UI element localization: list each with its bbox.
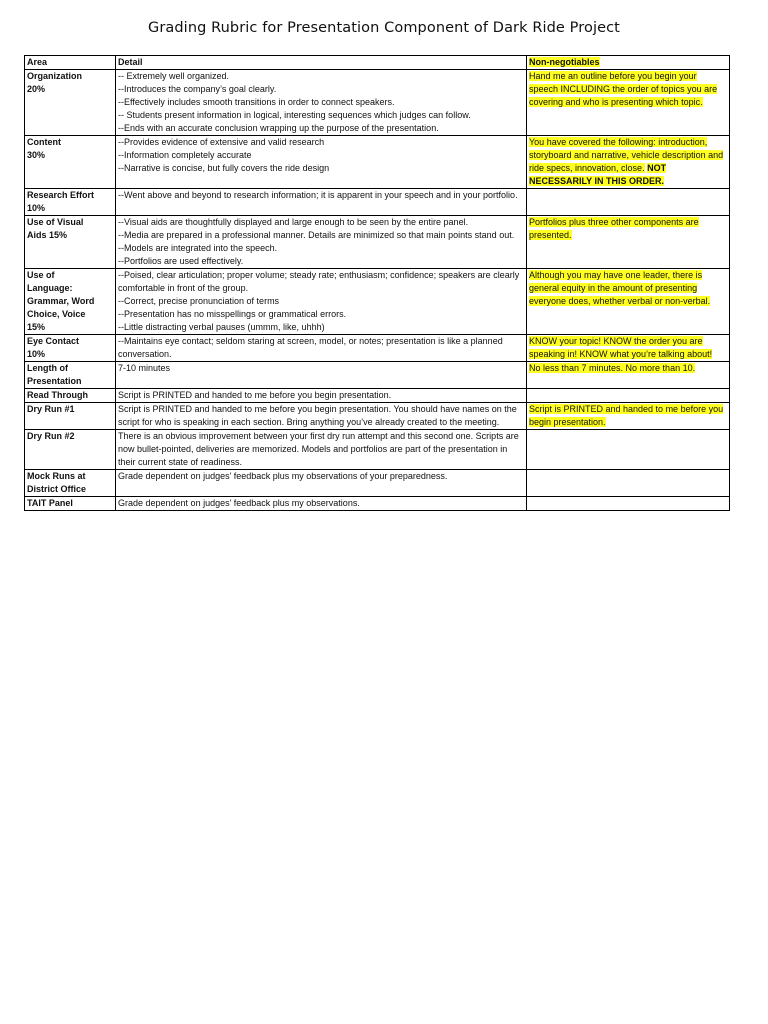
non-negotiable-bold-text: NOT NECESSARILY IN THIS ORDER. bbox=[529, 163, 667, 186]
detail-text: -- Students present information in logical, interesting sequences which judges can follow. bbox=[118, 110, 471, 120]
area-cell bbox=[25, 403, 116, 430]
non-negotiable-text: You have covered the following: introduction, storyboard and narrative, vehicle description and ride specs, innovation, close. bbox=[529, 137, 724, 173]
area-text: 15% bbox=[27, 322, 46, 332]
detail-text: --Narrative is concise, but fully covers the ride design bbox=[118, 163, 330, 173]
detail-cell bbox=[116, 430, 527, 470]
detail-text: --Presentation has no misspellings or grammatical errors. bbox=[118, 309, 347, 319]
area-text: Eye Contact bbox=[27, 336, 80, 346]
area-cell bbox=[25, 497, 116, 511]
area-text: Aids 15% bbox=[27, 230, 68, 240]
area-text: TAIT Panel bbox=[27, 498, 73, 508]
detail-text: Script is PRINTED and handed to me before you begin presentation. You should have names on the script for who is speaking in each section. Bring anything you’ve already created to the meeting. bbox=[118, 404, 517, 427]
non-negotiable-cell bbox=[527, 335, 730, 362]
detail-cell bbox=[116, 470, 527, 497]
area-text: 30% bbox=[27, 150, 46, 160]
area-text: 10% bbox=[27, 203, 46, 213]
detail-text: --Models are integrated into the speech. bbox=[118, 243, 278, 253]
area-text: 20% bbox=[27, 84, 46, 94]
detail-cell bbox=[116, 216, 527, 269]
detail-cell bbox=[116, 497, 527, 511]
header-area: Area bbox=[25, 56, 116, 70]
non-negotiable-text: Portfolios plus three other components are presented. bbox=[529, 217, 699, 240]
table-row bbox=[25, 335, 730, 362]
area-text: Read Through bbox=[27, 390, 88, 400]
detail-cell bbox=[116, 136, 527, 189]
non-negotiable-cell bbox=[527, 269, 730, 335]
area-text: Content bbox=[27, 137, 61, 147]
detail-text: Grade dependent on judges’ feedback plus my observations of your preparedness. bbox=[118, 471, 448, 481]
area-text: District Office bbox=[27, 484, 87, 494]
detail-text: --Maintains eye contact; seldom staring at screen, model, or notes; presentation is like a planned conversation. bbox=[118, 336, 503, 359]
area-cell bbox=[25, 216, 116, 269]
area-cell bbox=[25, 189, 116, 216]
table-row bbox=[25, 389, 730, 403]
area-cell bbox=[25, 430, 116, 470]
area-cell bbox=[25, 389, 116, 403]
detail-text: --Effectively includes smooth transitions in order to connect speakers. bbox=[118, 97, 395, 107]
area-text: Dry Run #2 bbox=[27, 431, 75, 441]
area-text: Choice, Voice bbox=[27, 309, 86, 319]
header-detail: Detail bbox=[116, 56, 527, 70]
header-non-negotiables bbox=[527, 56, 730, 70]
non-negotiable-cell bbox=[527, 470, 730, 497]
detail-text: --Correct, precise pronunciation of terms bbox=[118, 296, 280, 306]
area-text: Dry Run #1 bbox=[27, 404, 75, 414]
area-cell bbox=[25, 70, 116, 136]
table-row bbox=[25, 269, 730, 335]
detail-cell bbox=[116, 269, 527, 335]
detail-text: --Went above and beyond to research information; it is apparent in your speech and in your portfolio. bbox=[118, 190, 518, 200]
detail-text: There is an obvious improvement between your first dry run attempt and this second one. Scripts are now bullet-pointed, deliveries are memorized. Models and portfolios are part of the presentation in their current state of readiness. bbox=[118, 431, 519, 467]
non-negotiable-cell bbox=[527, 136, 730, 189]
non-negotiable-cell bbox=[527, 70, 730, 136]
detail-text: 7-10 minutes bbox=[118, 363, 171, 373]
table-row bbox=[25, 403, 730, 430]
detail-text: Grade dependent on judges’ feedback plus my observations. bbox=[118, 498, 360, 508]
area-text: Presentation bbox=[27, 376, 82, 386]
detail-text: --Ends with an accurate conclusion wrapping up the purpose of the presentation. bbox=[118, 123, 439, 133]
non-negotiable-cell bbox=[527, 362, 730, 389]
detail-text: --Poised, clear articulation; proper volume; steady rate; enthusiasm; confidence; speakers are clearly comfortable in front of the group. bbox=[118, 270, 520, 293]
detail-cell bbox=[116, 403, 527, 430]
detail-cell bbox=[116, 335, 527, 362]
area-cell bbox=[25, 269, 116, 335]
area-cell bbox=[25, 470, 116, 497]
non-negotiable-text: Script is PRINTED and handed to me before you begin presentation. bbox=[529, 404, 724, 427]
table-row bbox=[25, 430, 730, 470]
detail-text: -- Extremely well organized. bbox=[118, 71, 230, 81]
table-row bbox=[25, 497, 730, 511]
non-negotiable-cell bbox=[527, 403, 730, 430]
page-title: Grading Rubric for Presentation Component of Dark Ride Project bbox=[148, 20, 620, 36]
area-cell bbox=[25, 335, 116, 362]
detail-text: --Introduces the company’s goal clearly. bbox=[118, 84, 277, 94]
non-negotiable-cell bbox=[527, 189, 730, 216]
area-text: Mock Runs at bbox=[27, 471, 86, 481]
area-text: Length of bbox=[27, 363, 68, 373]
non-negotiable-cell bbox=[527, 216, 730, 269]
area-text: Use of Visual bbox=[27, 217, 84, 227]
area-cell bbox=[25, 362, 116, 389]
table-row bbox=[25, 470, 730, 497]
detail-text: --Visual aids are thoughtfully displayed and large enough to be seen by the entire panel. bbox=[118, 217, 469, 227]
table-row bbox=[25, 70, 730, 136]
area-text: Language: bbox=[27, 283, 73, 293]
table-row bbox=[25, 362, 730, 389]
non-negotiable-text: Although you may have one leader, there is general equity in the amount of presenting everyone does, whether verbal or non-verbal. bbox=[529, 270, 711, 306]
area-text: Use of bbox=[27, 270, 55, 280]
detail-cell bbox=[116, 189, 527, 216]
non-negotiable-text: No less than 7 minutes. No more than 10. bbox=[529, 363, 696, 373]
detail-cell bbox=[116, 70, 527, 136]
detail-cell bbox=[116, 362, 527, 389]
header-row bbox=[25, 56, 730, 70]
header-non-negotiables-text: Non-negotiables bbox=[529, 57, 600, 67]
detail-text: --Little distracting verbal pauses (ummm, like, uhhh) bbox=[118, 322, 325, 332]
table-row bbox=[25, 136, 730, 189]
detail-text: --Media are prepared in a professional manner. Details are minimized so that main points stand out. bbox=[118, 230, 515, 240]
rubric-table bbox=[24, 55, 730, 511]
area-text: 10% bbox=[27, 349, 46, 359]
table-row bbox=[25, 189, 730, 216]
non-negotiable-cell bbox=[527, 497, 730, 511]
non-negotiable-cell bbox=[527, 389, 730, 403]
non-negotiable-text: Hand me an outline before you begin your speech INCLUDING the order of topics you are covering and who is presenting which topic. bbox=[529, 71, 718, 107]
detail-text: --Provides evidence of extensive and valid research bbox=[118, 137, 325, 147]
detail-text: --Portfolios are used effectively. bbox=[118, 256, 244, 266]
area-cell bbox=[25, 136, 116, 189]
area-text: Grammar, Word bbox=[27, 296, 95, 306]
area-text: Organization bbox=[27, 71, 83, 81]
non-negotiable-cell bbox=[527, 430, 730, 470]
area-text: Research Effort bbox=[27, 190, 95, 200]
table-row bbox=[25, 216, 730, 269]
detail-text: --Information completely accurate bbox=[118, 150, 252, 160]
detail-cell bbox=[116, 389, 527, 403]
non-negotiable-text: KNOW your topic! KNOW the order you are speaking in! KNOW what you’re talking about! bbox=[529, 336, 713, 359]
detail-text: Script is PRINTED and handed to me before you begin presentation. bbox=[118, 390, 392, 400]
